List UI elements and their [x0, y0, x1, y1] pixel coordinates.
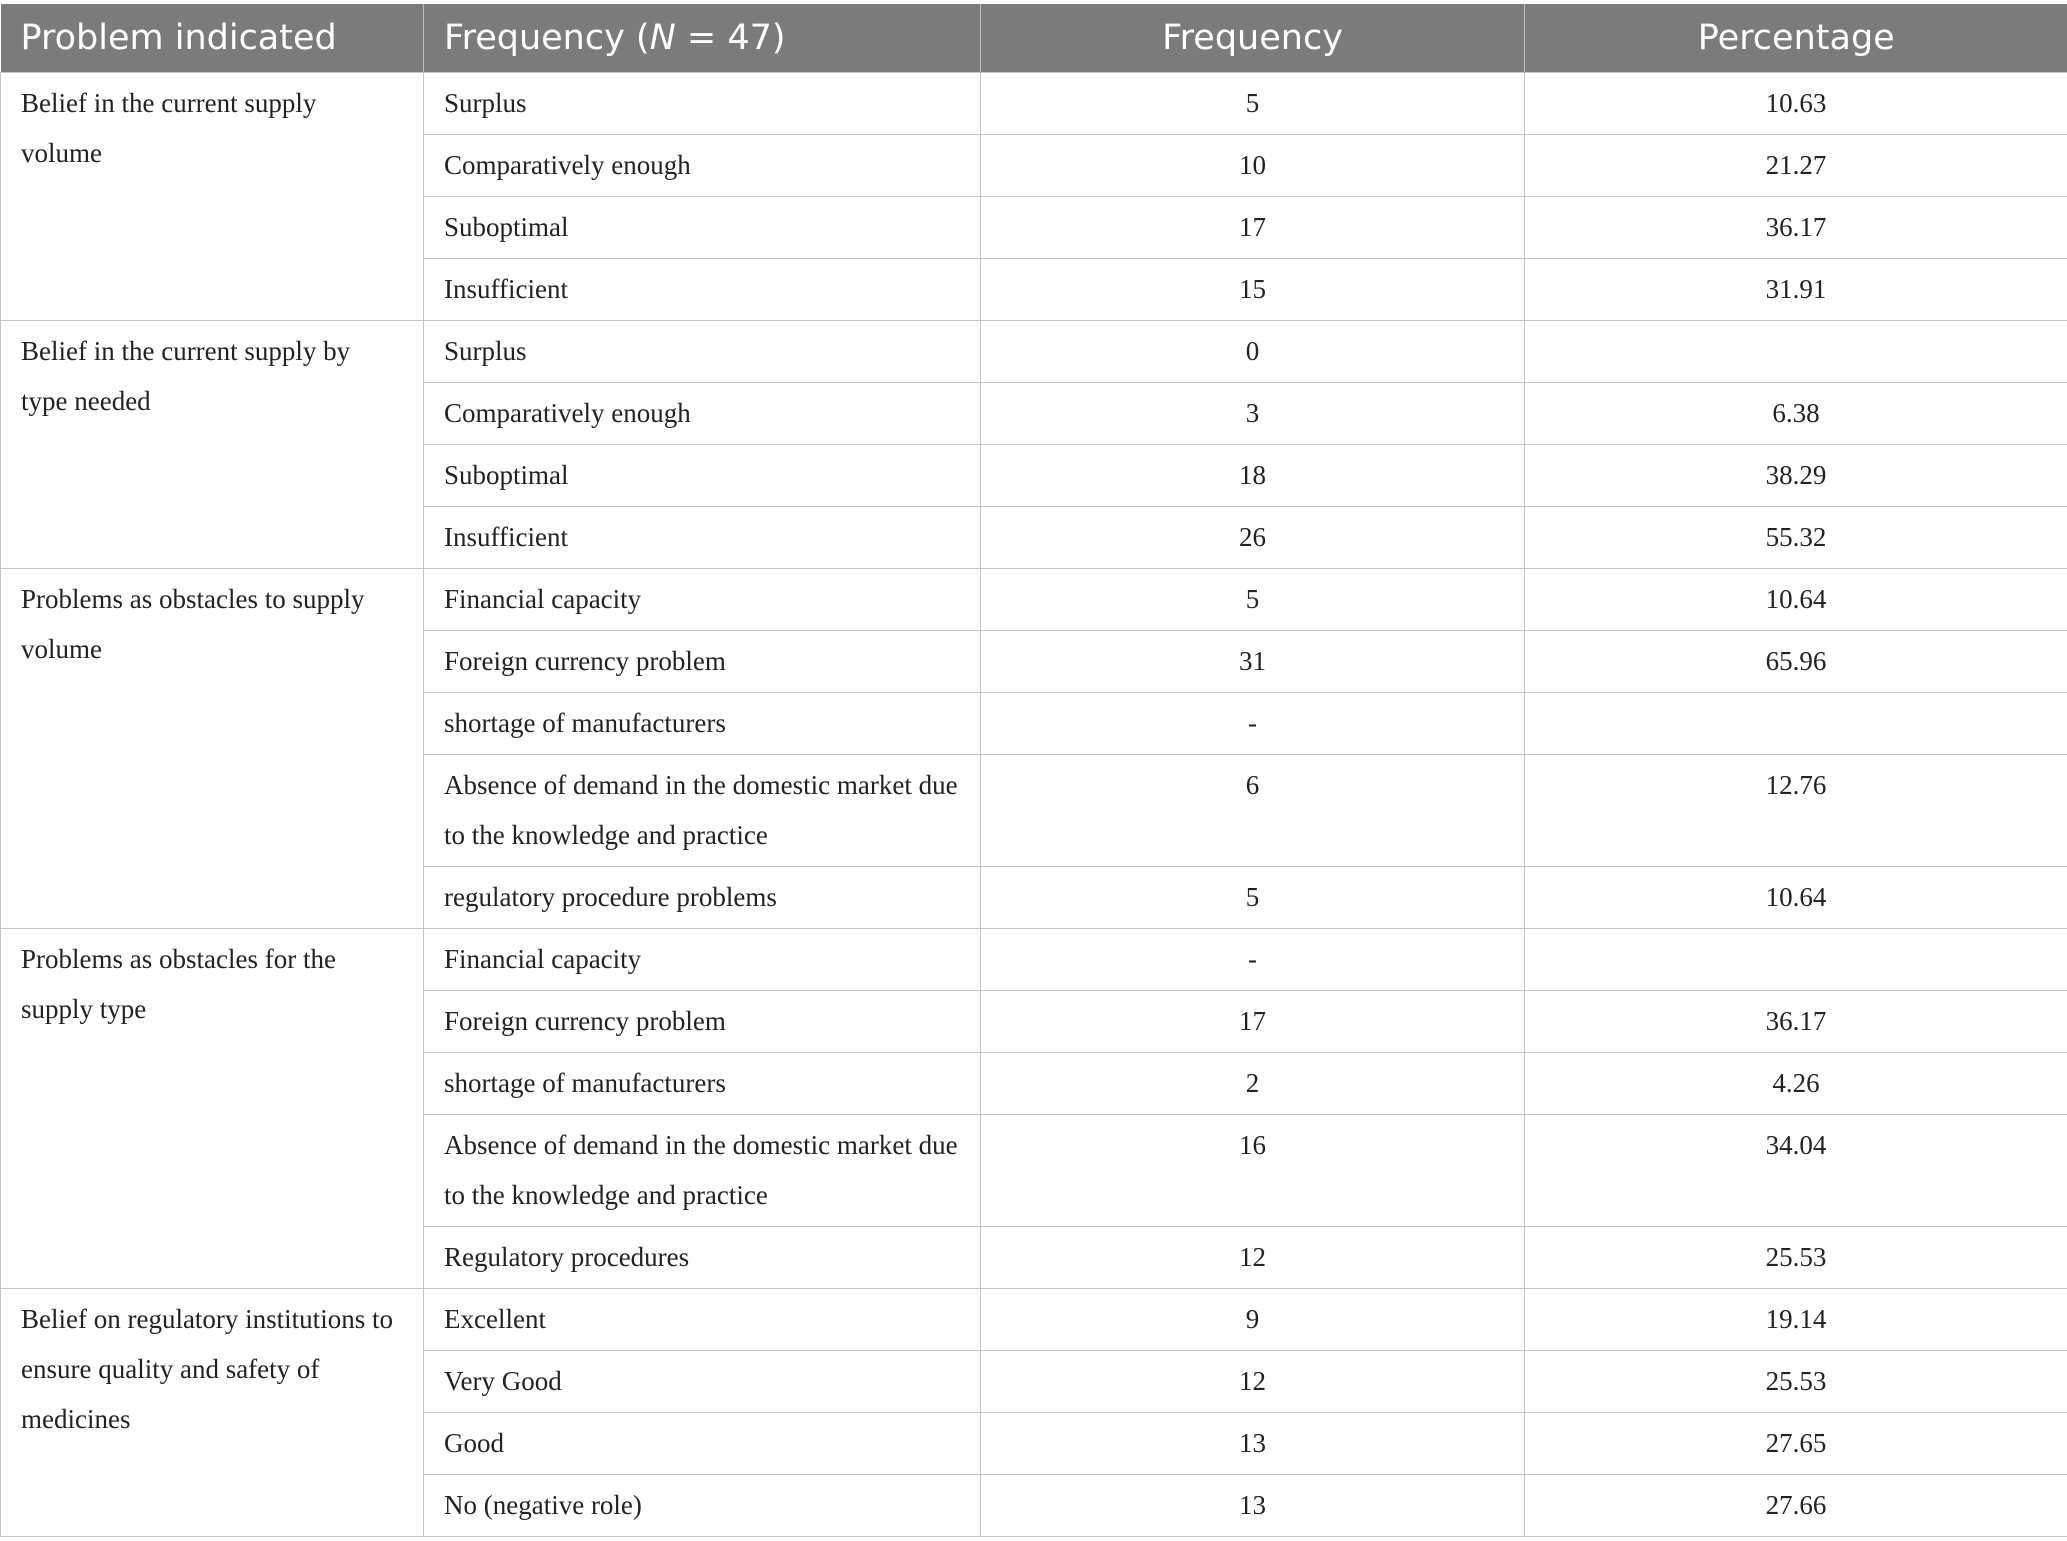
percentage-cell: 36.17 — [1525, 197, 2067, 259]
frequency-cell: - — [981, 929, 1525, 991]
percentage-cell: 38.29 — [1525, 445, 2067, 507]
frequency-cell: 13 — [981, 1475, 1525, 1537]
percentage-cell: 4.26 — [1525, 1053, 2067, 1115]
header-frequency: Frequency — [981, 4, 1525, 73]
table-row — [1, 929, 2067, 991]
percentage-cell: 10.63 — [1525, 73, 2067, 135]
percentage-cell: 55.32 — [1525, 507, 2067, 569]
header-frequency-n-italic: N — [649, 18, 676, 58]
response-cell: shortage of manufacturers — [424, 693, 981, 755]
frequency-cell: 16 — [981, 1115, 1525, 1227]
percentage-cell: 25.53 — [1525, 1351, 2067, 1413]
response-cell: regulatory procedure problems — [424, 867, 981, 929]
table-row — [1, 1289, 2067, 1351]
response-cell: Surplus — [424, 73, 981, 135]
frequency-cell: 18 — [981, 445, 1525, 507]
frequency-cell: 6 — [981, 755, 1525, 867]
table-row — [1, 321, 2067, 383]
results-table — [0, 4, 2067, 1537]
frequency-cell: 17 — [981, 991, 1525, 1053]
frequency-cell: 12 — [981, 1227, 1525, 1289]
header-frequency-n — [424, 4, 981, 73]
frequency-cell: 0 — [981, 321, 1525, 383]
response-cell: Insufficient — [424, 259, 981, 321]
response-cell: Absence of demand in the domestic market due to the knowledge and practice — [424, 755, 981, 867]
response-cell: Very Good — [424, 1351, 981, 1413]
table-row — [1, 569, 2067, 631]
frequency-cell: 26 — [981, 507, 1525, 569]
response-cell: Financial capacity — [424, 929, 981, 991]
percentage-cell: 34.04 — [1525, 1115, 2067, 1227]
frequency-cell: 10 — [981, 135, 1525, 197]
frequency-cell: - — [981, 693, 1525, 755]
percentage-cell: 65.96 — [1525, 631, 2067, 693]
percentage-cell: 27.65 — [1525, 1413, 2067, 1475]
response-cell: No (negative role) — [424, 1475, 981, 1537]
header-row — [1, 4, 2067, 73]
frequency-cell: 5 — [981, 569, 1525, 631]
header-percentage: Percentage — [1525, 4, 2067, 73]
header-frequency-n-prefix: Frequency ( — [444, 18, 650, 58]
frequency-cell: 13 — [981, 1413, 1525, 1475]
percentage-cell: 27.66 — [1525, 1475, 2067, 1537]
response-cell: Foreign currency problem — [424, 991, 981, 1053]
percentage-cell — [1525, 929, 2067, 991]
percentage-cell: 10.64 — [1525, 569, 2067, 631]
group-label: Problems as obstacles for the supply type — [1, 929, 424, 1289]
frequency-cell: 17 — [981, 197, 1525, 259]
table-row — [1, 73, 2067, 135]
response-cell: Surplus — [424, 321, 981, 383]
group-label: Belief in the current supply volume — [1, 73, 424, 321]
percentage-cell: 36.17 — [1525, 991, 2067, 1053]
group-label: Belief in the current supply by type needed — [1, 321, 424, 569]
response-cell: Comparatively enough — [424, 383, 981, 445]
response-cell: Insufficient — [424, 507, 981, 569]
frequency-cell: 3 — [981, 383, 1525, 445]
group-label: Belief on regulatory institutions to ensure quality and safety of medicines — [1, 1289, 424, 1537]
response-cell: Foreign currency problem — [424, 631, 981, 693]
response-cell: Comparatively enough — [424, 135, 981, 197]
frequency-cell: 5 — [981, 867, 1525, 929]
percentage-cell: 21.27 — [1525, 135, 2067, 197]
frequency-cell: 12 — [981, 1351, 1525, 1413]
frequency-cell: 2 — [981, 1053, 1525, 1115]
response-cell: Good — [424, 1413, 981, 1475]
percentage-cell: 12.76 — [1525, 755, 2067, 867]
header-problem-indicated: Problem indicated — [1, 4, 424, 73]
response-cell: Suboptimal — [424, 197, 981, 259]
header-frequency-n-suffix: = 47) — [675, 18, 786, 58]
percentage-cell: 25.53 — [1525, 1227, 2067, 1289]
percentage-cell: 19.14 — [1525, 1289, 2067, 1351]
response-cell: Financial capacity — [424, 569, 981, 631]
group-label: Problems as obstacles to supply volume — [1, 569, 424, 929]
frequency-cell: 15 — [981, 259, 1525, 321]
frequency-cell: 9 — [981, 1289, 1525, 1351]
percentage-cell — [1525, 693, 2067, 755]
response-cell: shortage of manufacturers — [424, 1053, 981, 1115]
response-cell: Excellent — [424, 1289, 981, 1351]
frequency-cell: 31 — [981, 631, 1525, 693]
response-cell: Regulatory procedures — [424, 1227, 981, 1289]
percentage-cell: 10.64 — [1525, 867, 2067, 929]
percentage-cell: 31.91 — [1525, 259, 2067, 321]
response-cell: Absence of demand in the domestic market due to the knowledge and practice — [424, 1115, 981, 1227]
percentage-cell: 6.38 — [1525, 383, 2067, 445]
percentage-cell — [1525, 321, 2067, 383]
response-cell: Suboptimal — [424, 445, 981, 507]
frequency-cell: 5 — [981, 73, 1525, 135]
